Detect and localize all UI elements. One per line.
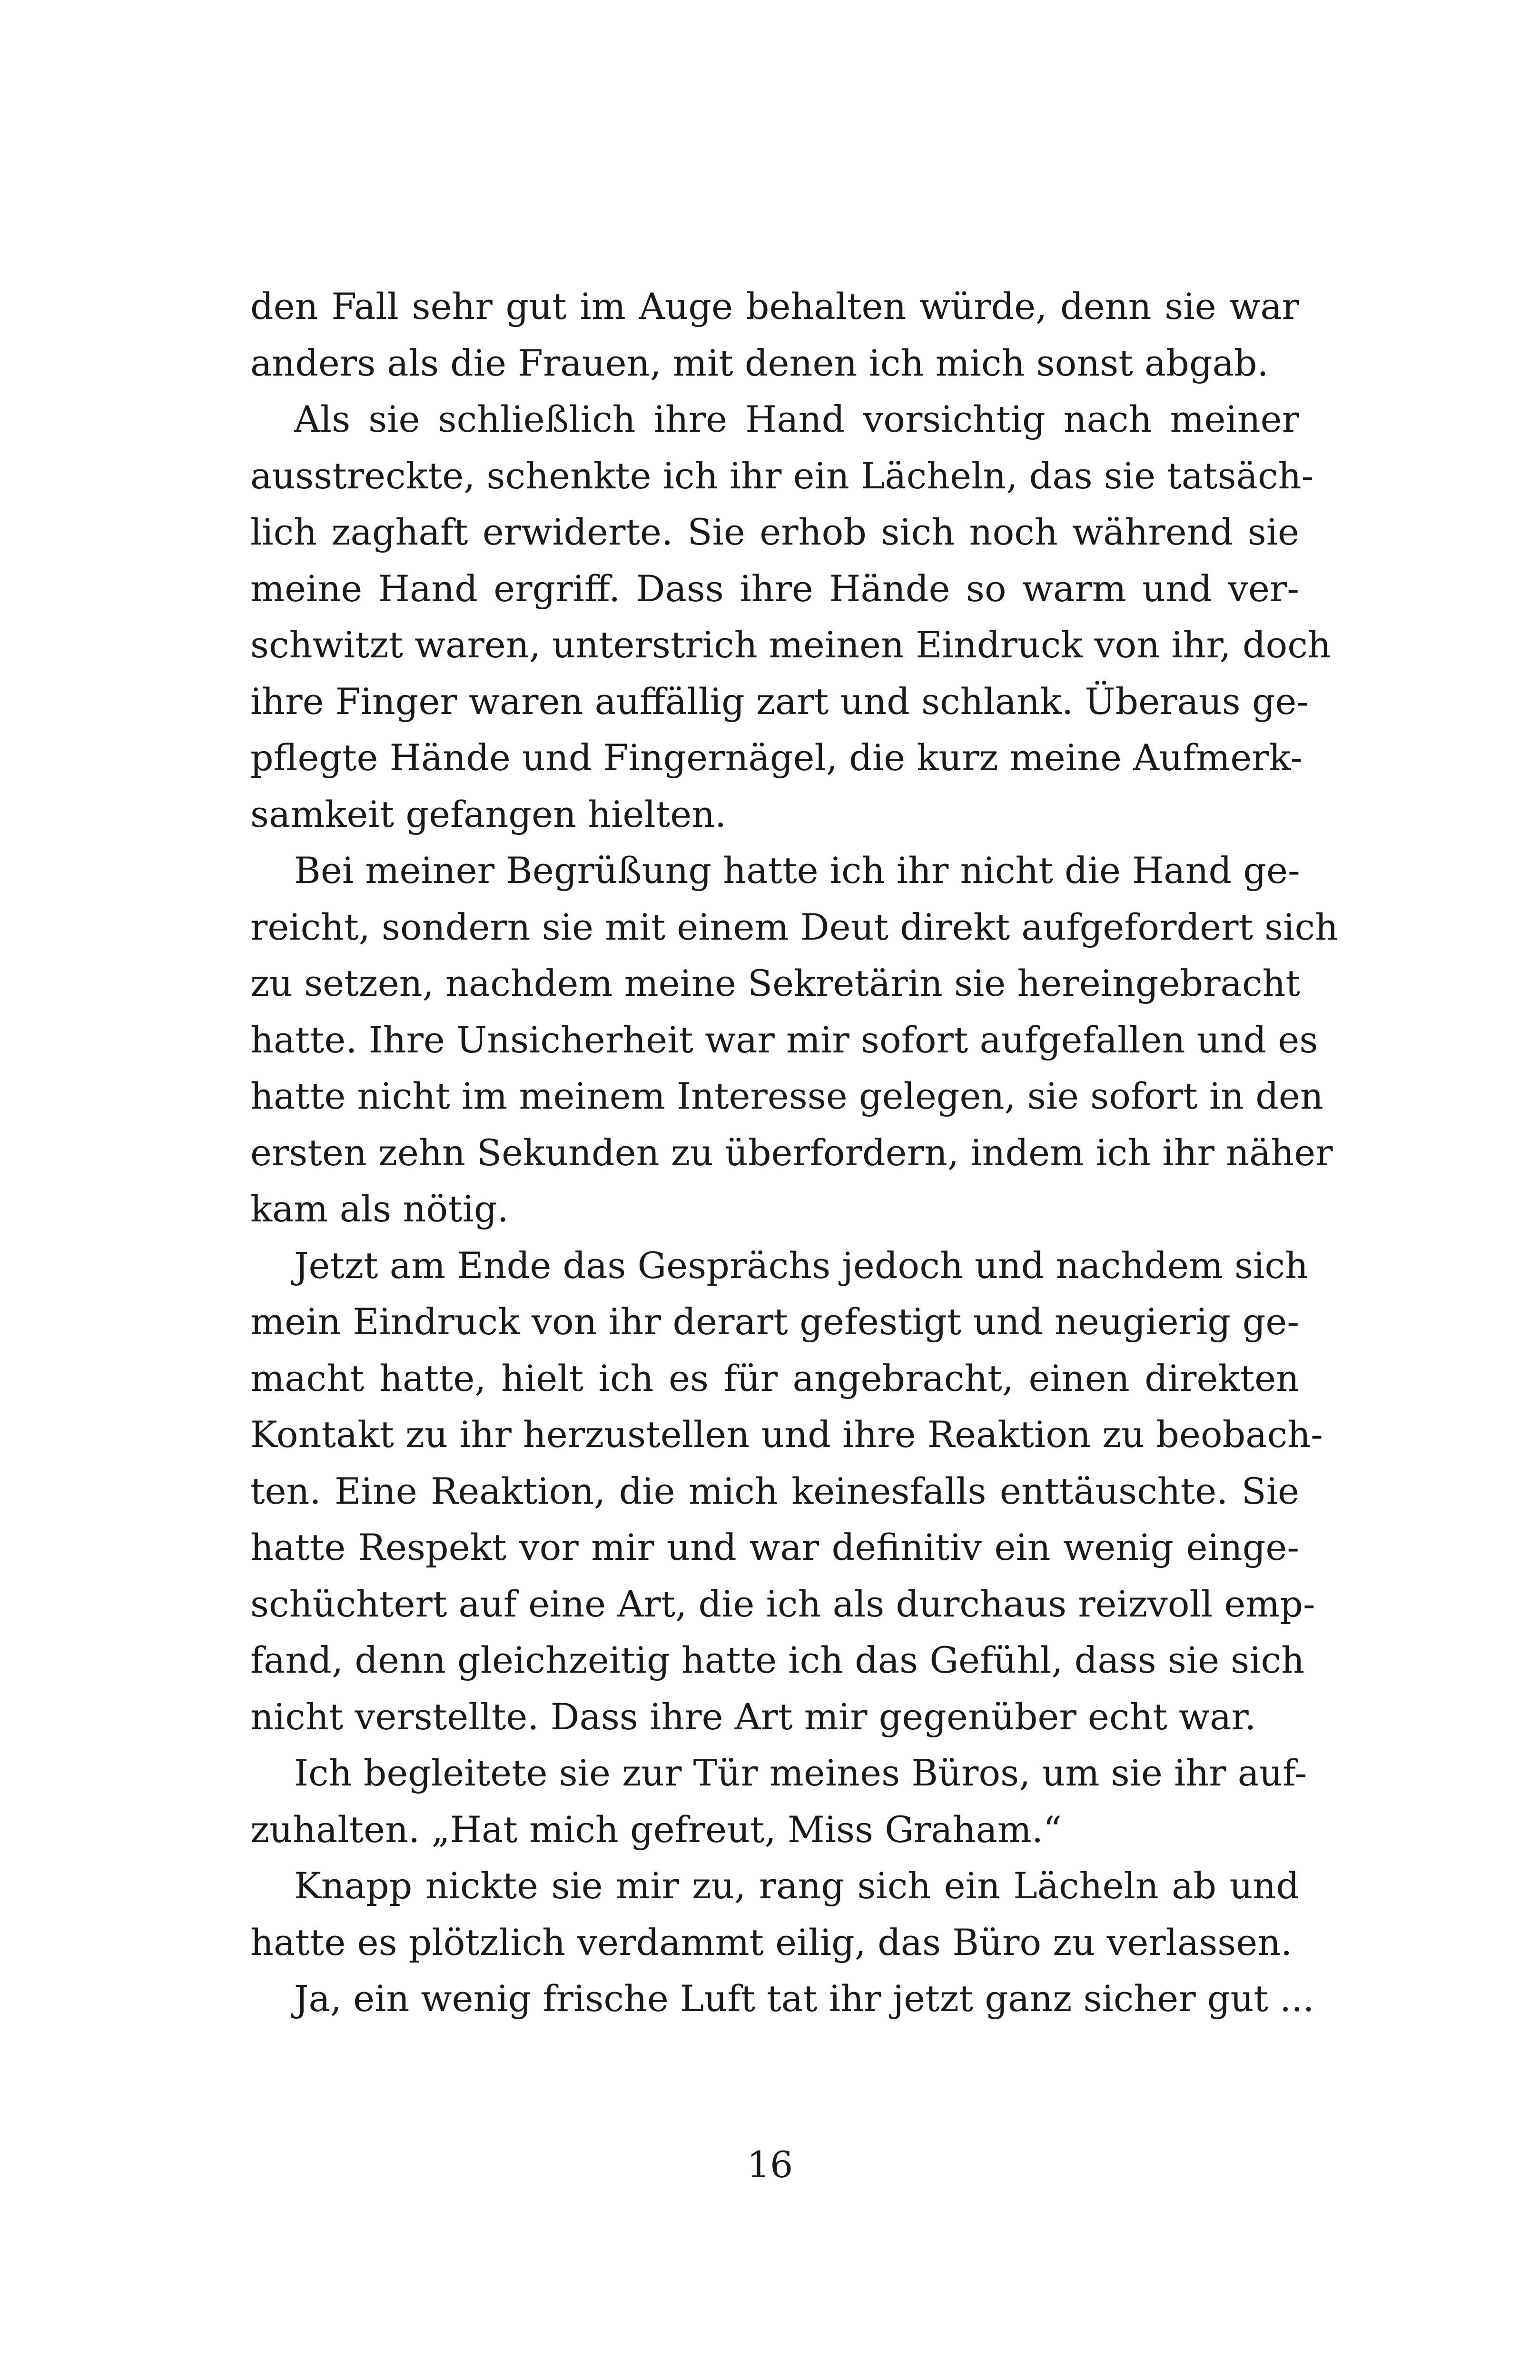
text-line: ersten zehn Sekunden zu überfordern, indem ich ihr näher xyxy=(250,1131,1333,1174)
text-line: Ich begleitete sie zur Tür meines Büros, um sie ihr auf- xyxy=(294,1752,1307,1794)
text-line: ten. Eine Reaktion, die mich keinesfalls enttäuschte. Sie xyxy=(250,1469,1299,1512)
text-line: lich zaghaft erwiderte. Sie erhob sich noch während sie xyxy=(250,511,1299,553)
text-line: schwitzt waren, unterstrich meinen Eindruck von ihr, doch xyxy=(250,624,1331,666)
body-text xyxy=(250,278,1338,2027)
text-line: Kontakt zu ihr herzustellen und ihre Reaktion zu beobach- xyxy=(250,1413,1323,1456)
page-number: 16 xyxy=(747,2143,793,2186)
text-line: den Fall sehr gut im Auge behalten würde, denn sie war xyxy=(250,285,1299,327)
text-line: Ja, ein wenig frische Luft tat ihr jetzt ganz sicher gut ... xyxy=(294,1977,1314,2020)
text-line: nicht verstellte. Dass ihre Art mir gegenüber echt war. xyxy=(250,1695,1256,1738)
text-line: Knapp nickte sie mir zu, rang sich ein Lächeln ab und xyxy=(294,1864,1299,1907)
text-line: Jetzt am Ende das Gesprächs jedoch und nachdem sich xyxy=(294,1244,1309,1287)
text-line: fand, denn gleichzeitig hatte ich das Gefühl, dass sie sich xyxy=(250,1639,1305,1681)
text-line: Als sie schließlich ihre Hand vorsichtig nach meiner xyxy=(294,398,1299,440)
text-line: mein Eindruck von ihr derart gefestigt und neugierig ge- xyxy=(250,1300,1299,1343)
text-line: schüchtert auf eine Art, die ich als durchaus reizvoll emp- xyxy=(250,1582,1315,1625)
text-line: hatte. Ihre Unsicherheit war mir sofort aufgefallen und es xyxy=(250,1018,1318,1061)
text-line: kam als nötig. xyxy=(250,1188,509,1230)
text-line: ihre Finger waren auffällig zart und schlank. Überaus ge- xyxy=(250,680,1309,723)
text-line: hatte es plötzlich verdammt eilig, das Büro zu verlassen. xyxy=(250,1921,1293,1964)
text-line: samkeit gefangen hielten. xyxy=(250,793,727,835)
text-line: hatte nicht im meinem Interesse gelegen, sie sofort in den xyxy=(250,1075,1323,1117)
text-line: Bei meiner Begrüßung hatte ich ihr nicht die Hand ge- xyxy=(294,849,1300,892)
text-line: macht hatte, hielt ich es für angebracht, einen direkten xyxy=(250,1357,1299,1399)
text-line: meine Hand ergriff. Dass ihre Hände so warm und ver- xyxy=(250,567,1299,610)
text-line: pflegte Hände und Fingernägel, die kurz meine Aufmerk- xyxy=(250,736,1303,779)
text-line: zuhalten. „Hat mich gefreut, Miss Graham.“ xyxy=(250,1808,1062,1851)
text-line: reicht, sondern sie mit einem Deut direkt aufgefordert sich xyxy=(250,905,1338,948)
text-line: hatte Respekt vor mir und war definitiv ein wenig einge- xyxy=(250,1526,1299,1568)
text-line: zu setzen, nachdem meine Sekretärin sie hereingebracht xyxy=(250,962,1300,1004)
text-line: ausstreckte, schenkte ich ihr ein Lächeln, das sie tatsäch- xyxy=(250,454,1314,497)
text-line: anders als die Frauen, mit denen ich mich sonst abgab. xyxy=(250,341,1269,384)
